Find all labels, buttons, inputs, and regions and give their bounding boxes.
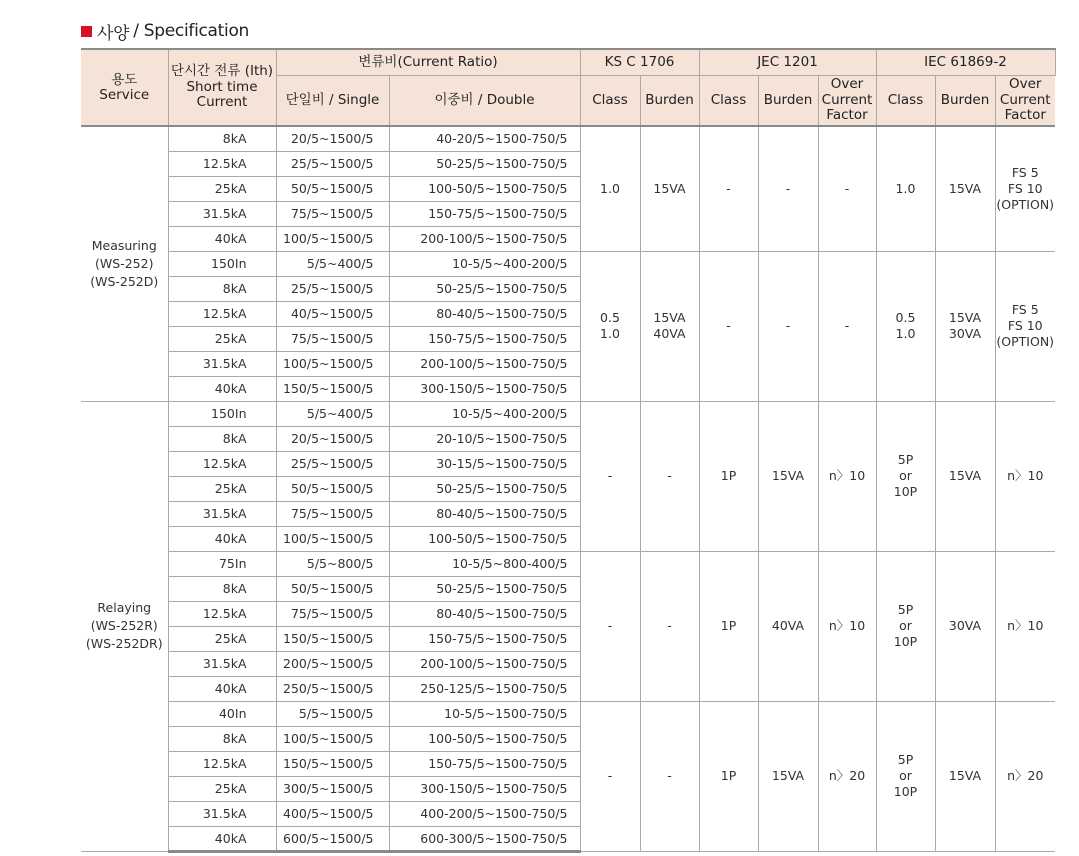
jec-ocf-line3: Factor (826, 107, 868, 123)
single-ratio-cell: 75/5~1500/5 (276, 601, 389, 626)
table-row (81, 251, 1055, 276)
single-ratio-cell: 25/5~1500/5 (276, 151, 389, 176)
iec-class-cell-line: 5P (897, 452, 914, 467)
iec-burden-cell (935, 126, 995, 251)
ith-header (168, 49, 276, 126)
single-ratio-cell: 150/5~1500/5 (276, 376, 389, 401)
service-model: (WS-252DR) (85, 636, 163, 651)
single-ratio-cell: 100/5~1500/5 (276, 526, 389, 551)
table-row (81, 551, 1055, 576)
ks-burden-cell-line: 15VA (653, 310, 686, 325)
jec-burden-header: Burden (758, 75, 818, 126)
table-row (81, 701, 1055, 726)
double-ratio-cell: 100-50/5~1500-750/5 (389, 526, 580, 551)
iec-ocf-cell-line: n〉10 (1007, 618, 1044, 633)
single-ratio-cell: 5/5~800/5 (276, 551, 389, 576)
iec-class-cell-line: or (899, 768, 912, 783)
double-ratio-cell: 200-100/5~1500-750/5 (389, 651, 580, 676)
iec-class-cell (876, 551, 935, 701)
jec-class-cell-line: 1P (720, 768, 737, 783)
iec-ocf-cell-line: FS 10 (1007, 180, 1043, 196)
iec-class-cell (876, 251, 935, 401)
service-name: Relaying (97, 600, 152, 615)
iec-ocf-cell (995, 126, 1055, 251)
single-ratio-cell: 100/5~1500/5 (276, 726, 389, 751)
single-ratio-cell: 100/5~1500/5 (276, 226, 389, 251)
double-ratio-cell: 600-300/5~1500-750/5 (389, 826, 580, 851)
ith-header-korean: 단시간 전류 (Ith) (170, 63, 274, 80)
jec-class-cell (699, 251, 758, 401)
service-model: (WS-252) (95, 255, 154, 271)
ks-burden-cell (640, 126, 699, 251)
service-cell (81, 126, 168, 401)
iec-ocf-cell-line: n〉10 (1007, 468, 1044, 483)
jec-ocf-cell-line: - (844, 180, 850, 196)
ks-burden-cell-line: 15VA (653, 180, 686, 196)
jec-ocf-cell-line: n〉20 (828, 768, 866, 783)
single-ratio-cell: 150/5~1500/5 (276, 751, 389, 776)
ks-burden-cell (640, 551, 699, 701)
ks-burden-cell-line: - (667, 468, 672, 483)
iec-ocf-cell-line: (OPTION) (996, 334, 1055, 349)
double-ratio-cell: 50-25/5~1500-750/5 (389, 576, 580, 601)
double-ratio-cell: 80-40/5~1500-750/5 (389, 301, 580, 326)
ith-cell: 75In (168, 551, 276, 576)
jec-burden-cell (758, 126, 818, 251)
iec-class-cell (876, 126, 935, 251)
iec-burden-cell (935, 251, 995, 401)
ks-class-cell (580, 126, 640, 251)
ith-cell: 8kA (168, 426, 276, 451)
double-ratio-cell: 10-5/5~400-200/5 (389, 401, 580, 426)
ith-cell: 40kA (168, 376, 276, 401)
iec-header: IEC 61869-2 (876, 49, 1055, 75)
section-title-english: / Specification (133, 21, 250, 41)
iec-burden-cell-line: 15VA (948, 768, 982, 783)
ks-class-cell (580, 251, 640, 401)
iec-ocf-line3: Factor (1004, 107, 1046, 123)
jec-header: JEC 1201 (699, 49, 876, 75)
single-ratio-cell: 25/5~1500/5 (276, 276, 389, 301)
jec-class-cell-line: 1P (720, 468, 737, 483)
iec-class-cell-line: or (899, 618, 912, 633)
single-ratio-cell: 250/5~1500/5 (276, 676, 389, 701)
jec-class-cell (699, 701, 758, 851)
jec-burden-cell-line: 15VA (771, 768, 805, 783)
ks-class-cell-line: - (607, 768, 613, 783)
ks-burden-cell-line: 40VA (653, 326, 686, 341)
ith-cell: 12.5kA (168, 601, 276, 626)
ks-burden-cell-line: - (667, 618, 672, 633)
ks-burden-cell (640, 251, 699, 401)
iec-burden-cell (935, 551, 995, 701)
double-ratio-cell: 10-5/5~800-400/5 (389, 551, 580, 576)
ith-cell: 40kA (168, 226, 276, 251)
single-ratio-header: 단일비 / Single (276, 75, 389, 126)
ks-class-cell (580, 551, 640, 701)
jec-burden-cell-line: - (785, 180, 791, 196)
single-ratio-cell: 5/5~400/5 (276, 251, 389, 276)
single-ratio-cell: 100/5~1500/5 (276, 351, 389, 376)
iec-ocf-header (995, 75, 1055, 126)
jec-burden-cell-line: 40VA (771, 618, 805, 633)
ks-class-cell-line: 1.0 (600, 326, 620, 341)
ith-cell: 150In (168, 251, 276, 276)
single-ratio-cell: 300/5~1500/5 (276, 776, 389, 801)
single-ratio-cell: 50/5~1500/5 (276, 476, 389, 501)
jec-class-cell (699, 551, 758, 701)
ith-cell: 40In (168, 701, 276, 726)
ith-cell: 8kA (168, 726, 276, 751)
double-ratio-cell: 50-25/5~1500-750/5 (389, 276, 580, 301)
iec-class-cell-line: 5P (897, 602, 914, 617)
double-ratio-cell: 150-75/5~1500-750/5 (389, 751, 580, 776)
ks-class-cell-line: - (607, 618, 613, 633)
double-ratio-cell: 300-150/5~1500-750/5 (389, 776, 580, 801)
ith-cell: 25kA (168, 776, 276, 801)
iec-burden-cell-line: 15VA (948, 468, 982, 483)
iec-class-cell-line: 5P (897, 752, 914, 767)
ith-cell: 25kA (168, 626, 276, 651)
ith-cell: 40kA (168, 526, 276, 551)
red-square-icon (81, 26, 92, 37)
double-ratio-cell: 400-200/5~1500-750/5 (389, 801, 580, 826)
double-ratio-cell: 80-40/5~1500-750/5 (389, 501, 580, 526)
ith-cell: 40kA (168, 826, 276, 851)
double-ratio-cell: 250-125/5~1500-750/5 (389, 676, 580, 701)
single-ratio-cell: 25/5~1500/5 (276, 451, 389, 476)
iec-ocf-cell (995, 701, 1055, 851)
iec-class-cell-line: 10P (893, 634, 918, 649)
jec-ocf-line2: Current (821, 91, 873, 108)
ks-class-cell (580, 401, 640, 551)
jec-burden-cell (758, 701, 818, 851)
ks-class-cell-line: 1.0 (600, 180, 620, 196)
iec-ocf-cell-line: n〉20 (1007, 768, 1044, 783)
ks-class-cell-line: 0.5 (600, 310, 620, 325)
iec-class-cell (876, 401, 935, 551)
iec-ocf-cell-line: (OPTION) (996, 196, 1055, 212)
jec-ocf-cell-line: n〉10 (828, 618, 866, 633)
ks-burden-cell (640, 401, 699, 551)
service-header-korean: 용도 (111, 71, 138, 88)
ks-class-header: Class (580, 75, 640, 126)
jec-ocf-line1: Over (830, 76, 864, 92)
current-ratio-header: 변류비(Current Ratio) (276, 49, 580, 75)
jec-burden-cell (758, 251, 818, 401)
jec-burden-cell (758, 551, 818, 701)
iec-class-cell-line: 1.0 (895, 326, 916, 341)
double-ratio-cell: 40-20/5~1500-750/5 (389, 126, 580, 151)
ith-cell: 12.5kA (168, 751, 276, 776)
jec-class-cell (699, 126, 758, 251)
service-model: (WS-252D) (90, 273, 159, 289)
iec-ocf-cell-line: FS 5 (1011, 302, 1039, 317)
section-title (81, 19, 249, 43)
double-ratio-cell: 30-15/5~1500-750/5 (389, 451, 580, 476)
iec-burden-cell-line: 30VA (948, 326, 982, 341)
iec-ocf-cell (995, 551, 1055, 701)
ith-cell: 31.5kA (168, 651, 276, 676)
iec-class-cell-line: 10P (893, 784, 918, 799)
single-ratio-cell: 75/5~1500/5 (276, 501, 389, 526)
ith-cell: 12.5kA (168, 301, 276, 326)
ith-cell: 31.5kA (168, 801, 276, 826)
double-ratio-cell: 300-150/5~1500-750/5 (389, 376, 580, 401)
double-ratio-cell: 10-5/5~400-200/5 (389, 251, 580, 276)
iec-ocf-cell (995, 401, 1055, 551)
jec-ocf-cell-line: n〉10 (828, 468, 866, 483)
iec-class-cell-line: 0.5 (895, 310, 916, 325)
jec-burden-cell-line: 15VA (771, 468, 805, 483)
double-ratio-cell: 50-25/5~1500-750/5 (389, 151, 580, 176)
iec-class-cell (876, 701, 935, 851)
jec-ocf-cell (818, 251, 876, 401)
double-ratio-cell: 50-25/5~1500-750/5 (389, 476, 580, 501)
ith-cell: 12.5kA (168, 451, 276, 476)
ith-cell: 12.5kA (168, 151, 276, 176)
iec-ocf-cell (995, 251, 1055, 401)
single-ratio-cell: 75/5~1500/5 (276, 201, 389, 226)
double-ratio-cell: 80-40/5~1500-750/5 (389, 601, 580, 626)
single-ratio-cell: 20/5~1500/5 (276, 426, 389, 451)
single-ratio-cell: 20/5~1500/5 (276, 126, 389, 151)
ith-cell: 25kA (168, 476, 276, 501)
iec-burden-cell (935, 701, 995, 851)
jec-class-cell-line: - (726, 180, 731, 196)
ith-cell: 31.5kA (168, 351, 276, 376)
ith-cell: 8kA (168, 576, 276, 601)
double-ratio-cell: 100-50/5~1500-750/5 (389, 176, 580, 201)
double-ratio-cell: 200-100/5~1500-750/5 (389, 351, 580, 376)
service-name: Measuring (91, 237, 157, 253)
iec-burden-cell-line: 30VA (948, 618, 982, 633)
single-ratio-cell: 40/5~1500/5 (276, 301, 389, 326)
ks-header: KS C 1706 (580, 49, 699, 75)
iec-class-header: Class (876, 75, 935, 126)
ith-cell: 31.5kA (168, 201, 276, 226)
single-ratio-cell: 600/5~1500/5 (276, 826, 389, 851)
ith-cell: 150In (168, 401, 276, 426)
jec-ocf-cell (818, 401, 876, 551)
double-ratio-cell: 150-75/5~1500-750/5 (389, 326, 580, 351)
iec-burden-cell-line: 15VA (948, 180, 982, 196)
iec-ocf-cell-line: FS 5 (1011, 164, 1039, 180)
jec-ocf-cell (818, 551, 876, 701)
single-ratio-cell: 150/5~1500/5 (276, 626, 389, 651)
single-ratio-cell: 75/5~1500/5 (276, 326, 389, 351)
jec-ocf-header (818, 75, 876, 126)
ith-cell: 25kA (168, 176, 276, 201)
single-ratio-cell: 5/5~400/5 (276, 401, 389, 426)
jec-ocf-cell-line: - (844, 318, 850, 333)
single-ratio-cell: 400/5~1500/5 (276, 801, 389, 826)
ith-cell: 40kA (168, 676, 276, 701)
table-row (81, 401, 1055, 426)
jec-class-cell-line: 1P (720, 618, 737, 633)
iec-ocf-line2: Current (999, 91, 1051, 108)
jec-burden-cell (758, 401, 818, 551)
jec-burden-cell-line: - (785, 318, 791, 333)
jec-class-header: Class (699, 75, 758, 126)
ks-burden-cell-line: - (667, 768, 672, 783)
jec-class-cell (699, 401, 758, 551)
single-ratio-cell: 50/5~1500/5 (276, 576, 389, 601)
ks-class-cell (580, 701, 640, 851)
double-ratio-cell: 10-5/5~1500-750/5 (389, 701, 580, 726)
iec-burden-header: Burden (935, 75, 995, 126)
ith-cell: 8kA (168, 126, 276, 151)
table-row (81, 126, 1055, 151)
ks-class-cell-line: - (607, 468, 613, 483)
single-ratio-cell: 50/5~1500/5 (276, 176, 389, 201)
iec-ocf-line1: Over (1009, 76, 1042, 92)
iec-burden-cell-line: 15VA (948, 310, 982, 325)
double-ratio-cell: 150-75/5~1500-750/5 (389, 201, 580, 226)
single-ratio-cell: 200/5~1500/5 (276, 651, 389, 676)
double-ratio-cell: 150-75/5~1500-750/5 (389, 626, 580, 651)
double-ratio-cell: 20-10/5~1500-750/5 (389, 426, 580, 451)
double-ratio-cell: 100-50/5~1500-750/5 (389, 726, 580, 751)
service-header-english: Service (99, 86, 150, 103)
ith-header-line3: Current (196, 94, 248, 111)
iec-ocf-cell-line: FS 10 (1007, 318, 1043, 333)
ith-cell: 31.5kA (168, 501, 276, 526)
service-header (81, 49, 168, 126)
specification-table (81, 48, 1056, 853)
ith-header-line2: Short time (186, 78, 258, 95)
jec-class-cell-line: - (726, 318, 731, 333)
section-title-korean: 사양 (97, 23, 130, 44)
service-model: (WS-252R) (90, 618, 158, 633)
ith-cell: 8kA (168, 276, 276, 301)
iec-class-cell-line: 1.0 (895, 180, 916, 196)
ith-cell: 25kA (168, 326, 276, 351)
double-ratio-cell: 200-100/5~1500-750/5 (389, 226, 580, 251)
service-cell (81, 401, 168, 851)
jec-ocf-cell (818, 126, 876, 251)
iec-burden-cell (935, 401, 995, 551)
iec-class-cell-line: 10P (893, 484, 918, 499)
jec-ocf-cell (818, 701, 876, 851)
iec-class-cell-line: or (899, 468, 912, 483)
single-ratio-cell: 5/5~1500/5 (276, 701, 389, 726)
ks-burden-header: Burden (640, 75, 699, 126)
ks-burden-cell (640, 701, 699, 851)
double-ratio-header: 이중비 / Double (389, 75, 580, 126)
